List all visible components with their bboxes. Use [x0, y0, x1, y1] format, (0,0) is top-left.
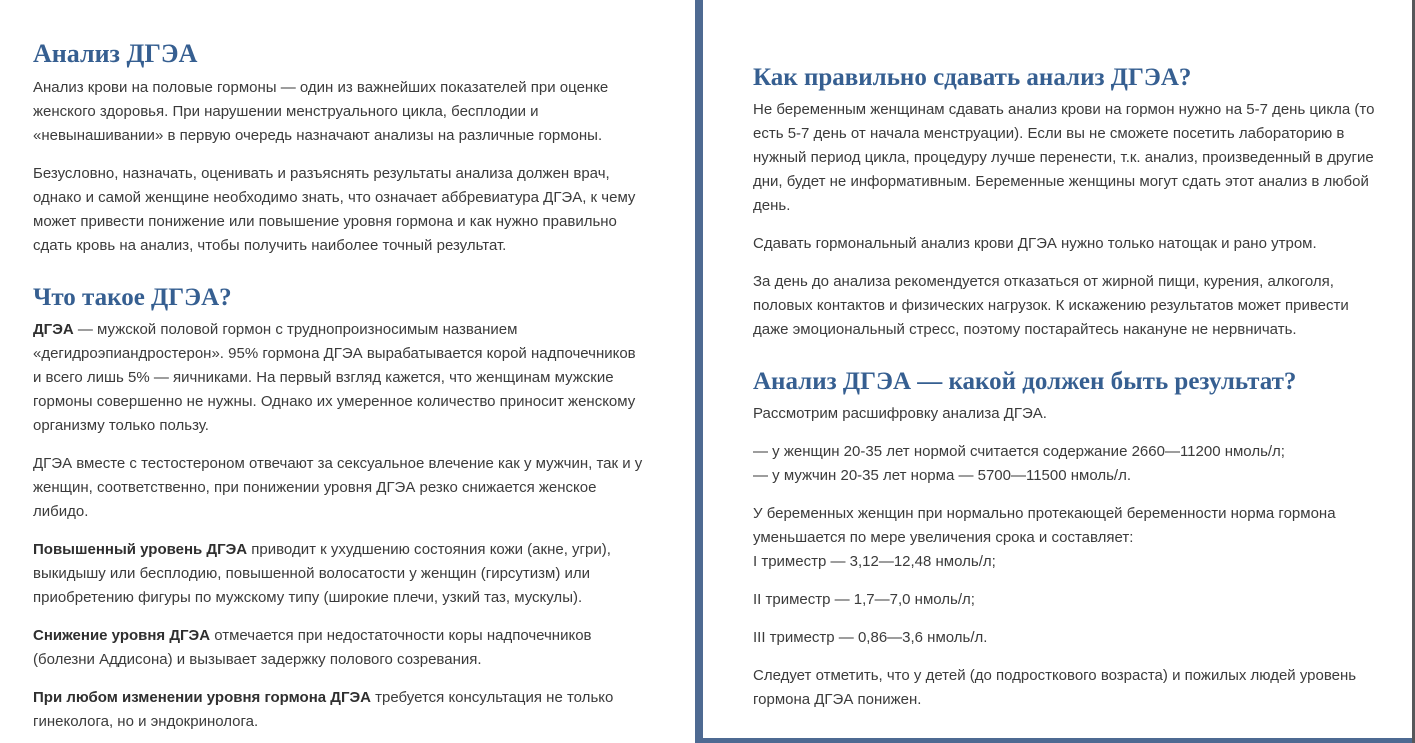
heading-chto-takoe-dgea: Что такое ДГЭА? [33, 284, 232, 311]
paragraph-text: приводит к ухудшению состояния кожи (акне, угри), выкидышу или бесплодию, повышенной волосатости у женщин (гирсутизм) или приобретению фигуры по мужскому типу (широкие плечи, узкий таз, мускулы). [33, 541, 611, 606]
heading-rezultat: Анализ ДГЭА — какой должен быть результат? [753, 368, 1297, 395]
paragraph-consultation [33, 686, 647, 734]
paragraph-text: требуется консультация не только гинеколога, но и эндокринолога. [33, 689, 614, 730]
heading-kak-sdavat: Как правильно сдавать анализ ДГЭА? [753, 64, 1192, 91]
page-left [33, 38, 647, 743]
bold-lead-any-change: При любом изменении уровня гормона ДГЭА [33, 689, 371, 706]
paragraph-lowered-level [33, 624, 647, 672]
paragraph-text: — мужской половой гормон с труднопроизносимым названием «дегидроэпиандростерон». 95% гормона ДГЭА вырабатывается корой надпочечников и всего лишь 5% — яичниками. На первый взгляд кажется, что женщинам мужские гормоны совершенно не нужны. Однако их умеренное количество приносит женскому организму только пользу. [33, 321, 636, 434]
paragraph-definition [33, 318, 647, 438]
paragraph-children-elderly: Следует отметить, что у детей (до подросткового возраста) и пожилых людей уровень гормона ДГЭА понижен. [753, 667, 1357, 708]
paragraph-doctor-note: Безусловно, назначать, оценивать и разъяснять результаты анализа должен врач, однако и самой женщине необходимо знать, что означает аббревиатура ДГЭА, к чему может привести понижение или повышение уровня гормона и как нужно правильно сдать кровь на анализ, чтобы получить наиболее точный результат. [33, 165, 636, 254]
paragraph-testosterone: ДГЭА вместе с тестостероном отвечают за сексуальное влечение как у мужчин, так и у женщин, соответственно, при понижении уровня ДГЭА резко снижается женское либидо. [33, 455, 643, 520]
paragraph-pregnancy-norms [753, 502, 1380, 574]
paragraph-norms [753, 440, 1380, 488]
page-right [753, 62, 1380, 726]
paragraph-when-to-test: Не беременным женщинам сдавать анализ крови на гормон нужно на 5-7 день цикла (то есть 5-7 день от начала менструации). Если вы не сможете посетить лабораторию в нужный период цикла, процедуру лучше перенести, т.к. анализ, произведенный в другие дни, будет не информативным. Беременные женщины могут сдать этот анализ в любой день. [753, 101, 1375, 214]
bold-lead-dgea: ДГЭА [33, 321, 74, 338]
bold-lead-lowered: Снижение уровня ДГЭА [33, 627, 211, 644]
paragraph-intro: Анализ крови на половые гормоны — один из важнейших показателей при оценке женского здоровья. При нарушении менструального цикла, бесплодии и «невынашивании» в первую очередь назначают анализы на различные гормоны. [33, 79, 609, 144]
paragraph-fasting: Сдавать гормональный анализ крови ДГЭА нужно только натощак и рано утром. [753, 235, 1317, 252]
paragraph-text: отмечается при недостаточности коры надпочечников (болезни Аддисона) и вызывает задержку полового созревания. [33, 627, 592, 668]
pregnancy-intro: У беременных женщин при нормально протекающей беременности норма гормона уменьшается по мере увеличения срока и составляет: [753, 505, 1336, 546]
heading-analiz-dgea: Анализ ДГЭА [33, 39, 198, 68]
paragraph-day-before: За день до анализа рекомендуется отказаться от жирной пищи, курения, алкоголя, половых контактов и физических нагрузок. К искажению результатов может привести даже эмоциональный стресс, поэтому постарайтесь накануне не нервничать. [753, 273, 1349, 338]
paragraph-elevated-level [33, 538, 647, 610]
norm-men-line: — у мужчин 20-35 лет норма — 5700—11500 нмоль/л. [753, 467, 1132, 484]
norm-women-line: — у женщин 20-35 лет нормой считается содержание 2660—11200 нмоль/л; [753, 443, 1285, 460]
paragraph-trimester-3: III триместр — 0,86—3,6 нмоль/л. [753, 629, 988, 646]
paragraph-decoding: Рассмотрим расшифровку анализа ДГЭА. [753, 405, 1047, 422]
trimester-1-line: I триместр — 3,12—12,48 нмоль/л; [753, 553, 996, 570]
page-divider [695, 0, 703, 743]
bold-lead-elevated: Повышенный уровень ДГЭА [33, 541, 248, 558]
bottom-page-edge-bar [703, 738, 1412, 743]
paragraph-trimester-2: II триместр — 1,7—7,0 нмоль/л; [753, 591, 975, 608]
